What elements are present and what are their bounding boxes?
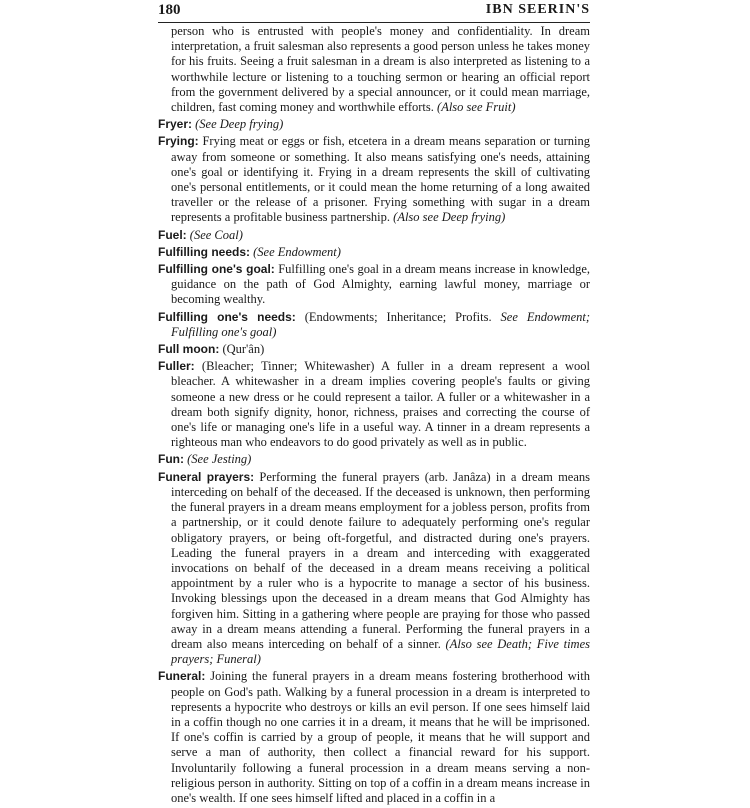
entry-full-moon xyxy=(158,342,590,357)
entry-frying xyxy=(158,134,590,225)
entry-headword: Fuller: xyxy=(158,359,195,374)
entry-xref: (See Deep frying) xyxy=(195,117,284,132)
running-head: IBN SEERIN'S xyxy=(485,2,590,17)
entry-headword: Frying: xyxy=(158,134,199,149)
entry-fuel xyxy=(158,228,590,243)
entry-xref: (Also see Deep frying) xyxy=(393,210,506,225)
entry-fun xyxy=(158,452,590,467)
entry-fulfilling-ones-needs xyxy=(158,310,590,340)
entry-xref: (Also see Death; Five times prayers; Funeral) xyxy=(171,636,590,667)
continued-xref: (Also see Fruit) xyxy=(437,100,516,115)
continued-text: person who is entrusted with people's money and confidentiality. In dream interpretation, a fruit salesman also represents a good person unless he takes money for his fruits. Seeing a fruit salesman in a dream is also interpreted as listening to a worthwhile lecture or listening to a touching sermon or hearing an official report from the government delivered by a special announcer, or it could mean marriage, children, fast coming money and worthwhile efforts. xyxy=(171,24,590,115)
entry-fulfilling-ones-goal xyxy=(158,262,590,308)
entry-headword: Funeral: xyxy=(158,669,206,684)
entry-headword: Fulfilling one's needs: xyxy=(158,309,296,324)
entry-fuller xyxy=(158,359,590,450)
entry-funeral xyxy=(158,669,590,806)
entry-headword: Fulfilling one's goal: xyxy=(158,262,275,277)
entry-text: Frying meat or eggs or fish, etcetera in a dream means separation or turning away from someone or something. It also means satisfying one's needs, attaining one's goal or identifying it. Frying in a dream represents the skill of cultivating one's personal entitlements, or it could mean the home returning of a long awaited traveller or the release of a prisoner. Frying something with sugar in a dream represents a profitable business partnership. xyxy=(171,134,590,225)
entry-headword: Fun: xyxy=(158,452,184,467)
continued-paragraph xyxy=(158,24,590,115)
entry-headword: Fuel: xyxy=(158,227,187,242)
body-text xyxy=(158,24,590,808)
entry-text: (Endowments; Inheritance; Profits. xyxy=(304,309,492,324)
entry-xref: (See Jesting) xyxy=(187,452,252,467)
entry-text: (Qur'ân) xyxy=(222,342,265,357)
entry-xref: (See Coal) xyxy=(189,227,243,242)
entry-fryer xyxy=(158,117,590,132)
entry-xref: See Endowment; Fulfilling one's goal) xyxy=(171,309,590,339)
entry-fulfilling-needs xyxy=(158,245,590,260)
entry-text: Joining the funeral prayers in a dream means fostering brotherhood with people on God's path. Walking by a funeral procession in a dream is interpreted to represents a hypocrite who destroys or kills an evil person. If one sees himself laid in a coffin though no one carries it in a dream, it means that he will be imprisoned. If one's coffin is carried by a group of people, it means that he will support and serve a man of authority, then collect a financial reward for his support. Involuntarily following a funeral procession in a dream means serving a non-religious person in authority. Sitting on top of a coffin in a dream means increase in one's wealth. If one sees himself lifted and placed in a coffin in a xyxy=(171,669,591,805)
entry-funeral-prayers xyxy=(158,470,590,668)
entry-headword: Full moon: xyxy=(158,342,220,357)
entry-headword: Fulfilling needs: xyxy=(158,244,250,259)
entry-text: Performing the funeral prayers (arb. Janâza) in a dream means interceding on behalf of the deceased. If the deceased is unknown, then performing the funeral prayers in a dream means employment for a jobless person, profits from a partnership, or it could denote failure to adequately performing one's regular obligatory prayers, or being oft-forgetful, and distracted during one's prayers. Leading the funeral prayers in a dream and interceding with exaggerated invocations on behalf of the deceased in a dream means receiving a political appointment by a ruler who is a hypocrite to manage a sector of his business. Invoking blessings upon the deceased in a dream means that God Almighty has forgiven him. Sitting in a gathering where people are praying for those who passed away in a dream means attending a funeral. Performing the funeral prayers in a dream also means interceding on behalf of a sinner. xyxy=(171,469,591,651)
entry-text: (Bleacher; Tinner; Whitewasher) A fuller in a dream represent a wool bleacher. A whitewasher in a dream implies covering people's faults or giving someone a new dress or he could represent a tailor. A fuller or a whitewasher in a dream both signify dignity, honor, richness, praises and correcting the course of one's life or managing one's life in a useful way. A tinner in a dream represents a righteous man who endeavors to do good privately as well as in public. xyxy=(171,359,590,450)
entry-xref: (See Endowment) xyxy=(253,244,341,259)
entry-headword: Funeral prayers: xyxy=(158,469,255,484)
entry-headword: Fryer: xyxy=(158,117,193,132)
entry-text: Fulfilling one's goal in a dream means increase in knowledge, guidance on the path of God Almighty, earning lawful money, marriage or becoming wealthy. xyxy=(171,262,590,307)
page-number: 180 xyxy=(158,2,181,18)
page-header xyxy=(158,0,590,23)
